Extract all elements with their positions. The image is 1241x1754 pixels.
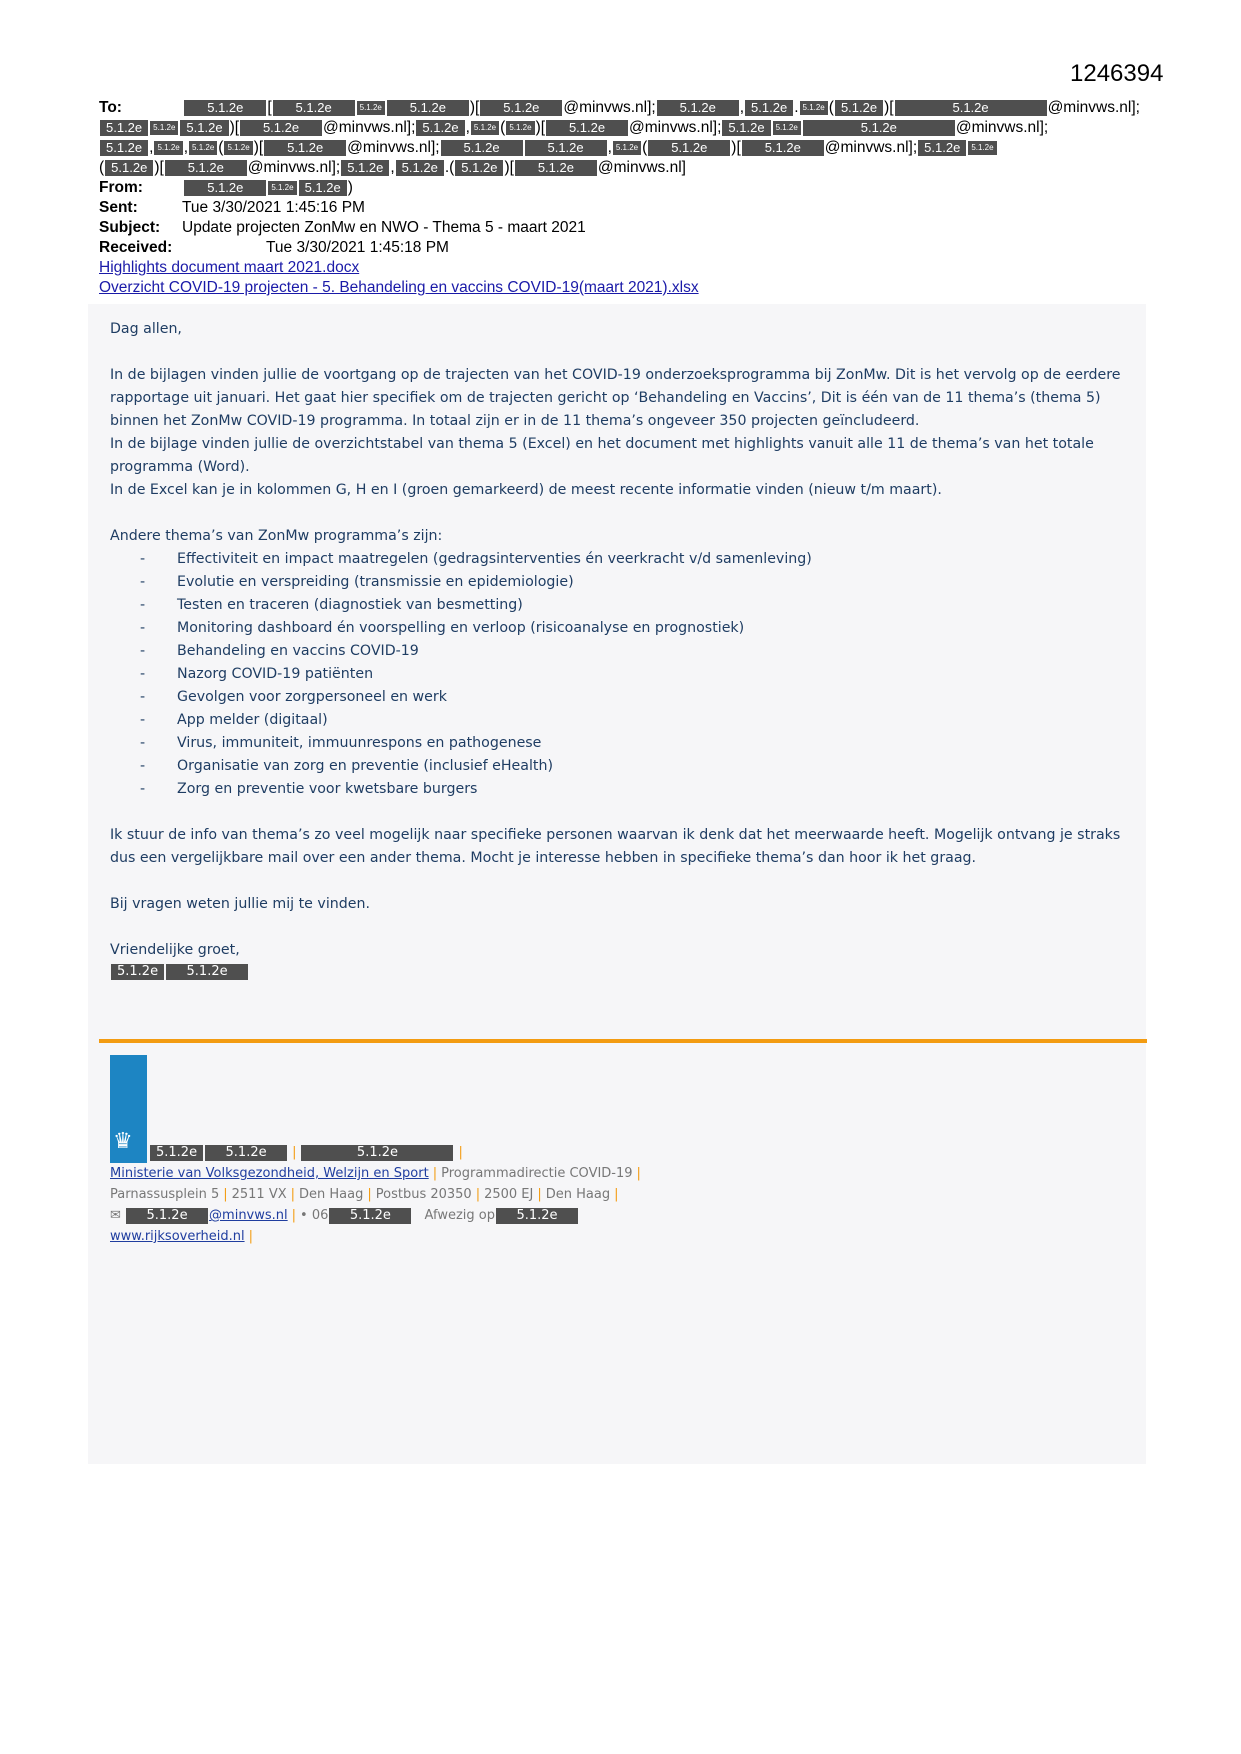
list-item: - Evolutie en verspreiding (transmissie en epidemiologie) bbox=[110, 571, 1130, 594]
document-number: 1246394 bbox=[1070, 60, 1164, 87]
redaction: 5.1.2e bbox=[396, 160, 444, 176]
paragraph-3: In de Excel kan je in kolommen G, H en I (groen gemarkeerd) de meest recente informatie vinden (nieuw t/m maart). bbox=[110, 482, 942, 498]
redaction: 5.1.2e bbox=[455, 160, 503, 176]
redaction: 5.1.2e bbox=[165, 160, 247, 176]
list-item-text: Zorg en preventie voor kwetsbare burgers bbox=[177, 781, 478, 797]
redaction: 5.1.2e bbox=[111, 964, 164, 980]
redaction: 5.1.2e bbox=[154, 141, 182, 155]
redaction: 5.1.2e bbox=[657, 100, 739, 116]
to-row-2: 5.1.2e 5.1.2e 5.1.2e )[ 5.1.2e @minvws.nl]; 5.1.2e , 5.1.2e ( 5.1.2e )[ 5.1.2e @minvws.nl]; 5.1.2e 5.1.2e 5.1.2e @minvws.nl]; bbox=[99, 118, 1139, 138]
received-value: Tue 3/30/2021 1:45:18 PM bbox=[266, 239, 449, 256]
email-domain: @minvws.nl]; bbox=[323, 119, 416, 136]
list-item: - Virus, immuniteit, immuunrespons en pathogenese bbox=[110, 732, 1130, 755]
ministry-link[interactable]: Ministerie van Volksgezondheid, Welzijn en Sport bbox=[110, 1166, 429, 1181]
list-item-text: App melder (digitaal) bbox=[177, 712, 328, 728]
address-street: Parnassusplein 5 bbox=[110, 1187, 220, 1202]
paragraph-4: Ik stuur de info van thema’s zo veel mogelijk naar specifieke personen waarvan ik denk dat het meerwaarde heeft. Mogelijk ontvang je straks dus een vergelijkbare mail over een ander thema. Mocht je interesse hebben in specifieke thema’s dan hoor ik het graag. bbox=[110, 827, 1121, 866]
email-domain-end: @minvws.nl] bbox=[597, 159, 686, 176]
redaction: 5.1.2e bbox=[205, 1145, 287, 1161]
list-item-text: Virus, immuniteit, immuunrespons en pathogenese bbox=[177, 735, 542, 751]
paragraph-2: In de bijlage vinden jullie de overzichtstabel van thema 5 (Excel) en het document met highlights vanuit alle 11 de thema’s van het totale programma (Word). bbox=[110, 436, 1094, 475]
redaction: 5.1.2e bbox=[264, 140, 346, 156]
redaction: 5.1.2e bbox=[301, 1145, 453, 1161]
list-item: - Organisatie van zorg en preventie (inclusief eHealth) bbox=[110, 755, 1130, 778]
signature-contact-row: ✉ 5.1.2e @minvws.nl | • 06 5.1.2e Afwezig op 5.1.2e bbox=[110, 1205, 645, 1226]
message-body bbox=[110, 318, 1130, 983]
email-domain: @minvws.nl]; bbox=[347, 139, 440, 156]
redaction: 5.1.2e bbox=[895, 100, 1047, 116]
address-postbox-code: 2500 EJ bbox=[484, 1187, 534, 1202]
list-item: - App melder (digitaal) bbox=[110, 709, 1130, 732]
crest-icon: ♛ bbox=[113, 1128, 133, 1153]
list-item-text: Gevolgen voor zorgpersoneel en werk bbox=[177, 689, 447, 705]
redaction: 5.1.2e bbox=[105, 160, 153, 176]
sent-row bbox=[99, 198, 1139, 218]
signature-ministry-row: Ministerie van Volksgezondheid, Welzijn en Sport | Programmadirectie COVID-19 | bbox=[110, 1166, 641, 1181]
redaction: 5.1.2e bbox=[480, 100, 562, 116]
redaction: 5.1.2e bbox=[341, 160, 389, 176]
list-item-text: Monitoring dashboard én voorspelling en verloop (risicoanalyse en prognostiek) bbox=[177, 620, 745, 636]
redaction: 5.1.2e bbox=[722, 120, 770, 136]
website-link[interactable]: www.rijksoverheid.nl bbox=[110, 1229, 245, 1244]
redaction: 5.1.2e bbox=[126, 1208, 208, 1224]
absent-label: Afwezig op bbox=[424, 1208, 495, 1223]
email-header bbox=[99, 98, 1139, 298]
redaction: 5.1.2e bbox=[441, 140, 523, 156]
list-item: - Gevolgen voor zorgpersoneel en werk bbox=[110, 686, 1130, 709]
redaction: 5.1.2e bbox=[525, 140, 607, 156]
redaction: 5.1.2e bbox=[918, 140, 966, 156]
redaction: 5.1.2e bbox=[835, 100, 883, 116]
email-link[interactable]: @minvws.nl bbox=[209, 1208, 288, 1223]
email-domain: @minvws.nl]; bbox=[563, 99, 656, 116]
redaction: 5.1.2e bbox=[742, 140, 824, 156]
redaction: 5.1.2e bbox=[471, 121, 499, 135]
email-domain: @minvws.nl]; bbox=[955, 119, 1049, 136]
email-domain: @minvws.nl]; bbox=[1047, 99, 1140, 116]
list-item-text: Evolutie en verspreiding (transmissie en epidemiologie) bbox=[177, 574, 574, 590]
redaction: 5.1.2e bbox=[968, 141, 996, 155]
closing: Vriendelijke groet, bbox=[110, 942, 240, 958]
list-item: - Testen en traceren (diagnostiek van besmetting) bbox=[110, 594, 1130, 617]
list-item-text: Effectiviteit en impact maatregelen (gedragsinterventies én veerkracht v/d samenleving) bbox=[177, 551, 812, 567]
list-item-text: Organisatie van zorg en preventie (inclusief eHealth) bbox=[177, 758, 553, 774]
redaction: 5.1.2e bbox=[515, 160, 597, 176]
list-item: - Effectiviteit en impact maatregelen (gedragsinterventies én veerkracht v/d samenleving) bbox=[110, 548, 1130, 571]
redaction: 5.1.2e bbox=[240, 120, 322, 136]
redaction: 5.1.2e bbox=[268, 181, 296, 195]
email-domain: @minvws.nl]; bbox=[824, 139, 918, 156]
redaction: 5.1.2e bbox=[329, 1208, 411, 1224]
redaction: 5.1.2e bbox=[496, 1208, 578, 1224]
sender-name bbox=[110, 962, 1130, 983]
redaction: 5.1.2e bbox=[506, 121, 534, 135]
redaction: 5.1.2e bbox=[773, 121, 801, 135]
redaction: 5.1.2e bbox=[803, 120, 955, 136]
sent-label: Sent: bbox=[99, 199, 138, 216]
address-city: Den Haag bbox=[299, 1187, 364, 1202]
directorate: Programmadirectie COVID-19 bbox=[441, 1166, 633, 1181]
redaction: 5.1.2e bbox=[184, 180, 266, 196]
to-row: To: 5.1.2e [ 5.1.2e 5.1.2e 5.1.2e )[ 5.1.2e @minvws.nl]; 5.1.2e , 5.1.2e . 5.1.2e ( 5.1.2e )[ 5.1.2e @minvws.nl]; bbox=[99, 99, 1140, 116]
redaction: 5.1.2e bbox=[150, 1145, 203, 1161]
address-postcode: 2511 VX bbox=[231, 1187, 287, 1202]
phone-icon: • bbox=[300, 1208, 308, 1223]
subject-row bbox=[99, 218, 1139, 238]
to-label: To: bbox=[99, 99, 122, 116]
to-row-3: 5.1.2e , 5.1.2e , 5.1.2e ( 5.1.2e )[ 5.1.2e @minvws.nl]; 5.1.2e 5.1.2e , 5.1.2e ( 5.1.2e )[ 5.1.2e @minvws.nl]; 5.1.2e 5.1.2e bbox=[99, 138, 1139, 158]
attachment-link-highlights[interactable]: Highlights document maart 2021.docx bbox=[99, 259, 360, 276]
address-postbox-city: Den Haag bbox=[545, 1187, 611, 1202]
envelope-icon: ✉ bbox=[110, 1208, 121, 1223]
redaction: 5.1.2e bbox=[224, 141, 252, 155]
redaction: 5.1.2e bbox=[613, 141, 641, 155]
greeting: Dag allen, bbox=[110, 321, 182, 337]
signature-website-row: www.rijksoverheid.nl | bbox=[110, 1229, 253, 1244]
redaction: 5.1.2e bbox=[745, 100, 793, 116]
redaction: 5.1.2e bbox=[299, 180, 347, 196]
address-postbox: Postbus 20350 bbox=[375, 1187, 472, 1202]
to-row-4: ( 5.1.2e )[ 5.1.2e @minvws.nl]; 5.1.2e , 5.1.2e .( 5.1.2e )[ 5.1.2e @minvws.nl] bbox=[99, 159, 686, 176]
from-row: From: 5.1.2e 5.1.2e 5.1.2e ) bbox=[99, 179, 353, 196]
list-intro: Andere thema’s van ZonMw programma’s zijn: bbox=[110, 528, 443, 544]
signature-divider bbox=[99, 1039, 1147, 1043]
redaction: 5.1.2e bbox=[416, 120, 464, 136]
redaction: 5.1.2e bbox=[648, 140, 730, 156]
list-item-text: Behandeling en vaccins COVID-19 bbox=[177, 643, 419, 659]
received-row bbox=[99, 238, 1139, 258]
redaction: 5.1.2e bbox=[100, 140, 148, 156]
email-domain: @minvws.nl]; bbox=[629, 119, 722, 136]
sent-value: Tue 3/30/2021 1:45:16 PM bbox=[182, 199, 365, 216]
redaction: 5.1.2e bbox=[357, 101, 385, 115]
paragraph-5: Bij vragen weten jullie mij te vinden. bbox=[110, 896, 370, 912]
email-domain: @minvws.nl]; bbox=[247, 159, 341, 176]
redaction: 5.1.2e bbox=[546, 120, 628, 136]
list-item: - Behandeling en vaccins COVID-19 bbox=[110, 640, 1130, 663]
signature-block bbox=[110, 1142, 645, 1247]
redaction: 5.1.2e bbox=[387, 100, 469, 116]
list-item: - Zorg en preventie voor kwetsbare burgers bbox=[110, 778, 1130, 801]
signature-address-row: Parnassusplein 5 | 2511 VX | Den Haag | Postbus 20350 | 2500 EJ | Den Haag | bbox=[110, 1187, 619, 1202]
subject-label: Subject: bbox=[99, 219, 161, 236]
list-item-text: Testen en traceren (diagnostiek van besmetting) bbox=[177, 597, 523, 613]
redaction: 5.1.2e bbox=[800, 101, 828, 115]
list-item-text: Nazorg COVID-19 patiënten bbox=[177, 666, 374, 682]
paragraph-1: In de bijlagen vinden jullie de voortgang op de trajecten van het COVID-19 onderzoeksprogramma bij ZonMw. Dit is het vervolg op de eerdere rapportage uit januari. Het gaat hier specifiek om de trajecten gericht op ‘Behandeling en Vaccins’, Dit is één van de 11 thema’s (thema 5) binnen het ZonMw COVID-19 programma. In totaal zijn er in de 11 thema’s ongeveer 350 projecten geïncludeerd. bbox=[110, 367, 1121, 429]
received-label: Received: bbox=[99, 239, 173, 256]
signature-name-row: 5.1.2e 5.1.2e | 5.1.2e | bbox=[110, 1142, 645, 1163]
from-label: From: bbox=[99, 179, 143, 196]
redaction: 5.1.2e bbox=[180, 120, 228, 136]
subject-value: Update projecten ZonMw en NWO - Thema 5 - maart 2021 bbox=[182, 219, 586, 236]
redaction: 5.1.2e bbox=[273, 100, 355, 116]
redaction: 5.1.2e bbox=[184, 100, 266, 116]
attachment-link-overview[interactable]: Overzicht COVID-19 projecten - 5. Behandeling en vaccins COVID-19(maart 2021).xlsx bbox=[99, 279, 699, 296]
list-item: - Monitoring dashboard én voorspelling en verloop (risicoanalyse en prognostiek) bbox=[110, 617, 1130, 640]
redaction: 5.1.2e bbox=[100, 120, 148, 136]
redaction: 5.1.2e bbox=[189, 141, 217, 155]
redaction: 5.1.2e bbox=[150, 121, 178, 135]
redaction: 5.1.2e bbox=[166, 964, 248, 980]
phone-prefix: 06 bbox=[311, 1208, 329, 1223]
list-item: - Nazorg COVID-19 patiënten bbox=[110, 663, 1130, 686]
